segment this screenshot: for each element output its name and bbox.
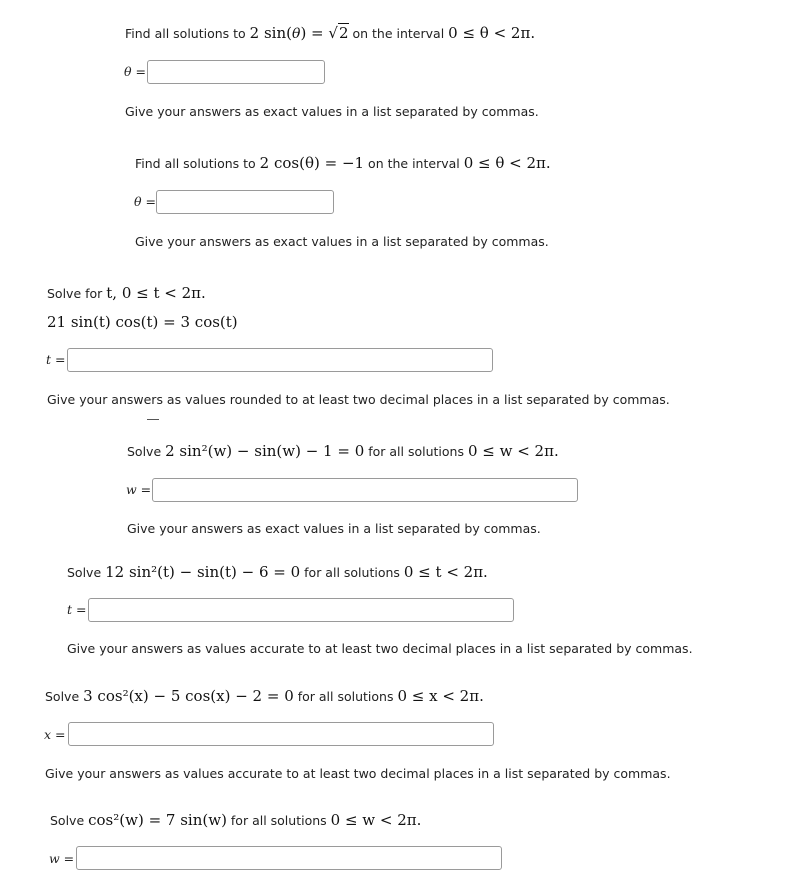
q5-prompt	[67, 563, 488, 581]
q1-prompt	[125, 24, 535, 42]
q6-answer-input[interactable]	[68, 722, 494, 746]
q2-equation: 2 cos(θ) = −1	[259, 154, 365, 172]
q7-answer-input[interactable]	[76, 846, 502, 870]
q7-prompt	[50, 811, 421, 829]
q2-instruction: Give your answers as exact values in a list separated by commas.	[135, 234, 549, 249]
q2-suffix: on the interval	[364, 156, 464, 171]
q5-equation: 12 sin²(t) − sin(t) − 6 = 0	[105, 563, 301, 581]
q4-answer-input[interactable]	[152, 478, 578, 502]
q6-prefix: Solve	[45, 689, 84, 704]
q2-prefix: Find all solutions to	[135, 156, 260, 171]
separator-dash	[147, 419, 159, 420]
q1-prefix: Find all solutions to	[125, 26, 250, 41]
q3-prefix: Solve for	[47, 286, 107, 301]
q1-eq-b: ) = √	[300, 24, 338, 42]
q1-instruction: Give your answers as exact values in a list separated by commas.	[125, 104, 539, 119]
q7-equation: cos²(w) = 7 sin(w)	[88, 811, 227, 829]
q1-equation	[250, 24, 349, 42]
q4-prompt	[127, 442, 559, 460]
q2-var-label: θ =	[134, 194, 156, 209]
q1-eq-var: θ	[292, 26, 301, 42]
q2-prompt	[135, 154, 551, 172]
q5-interval: 0 ≤ t < 2π.	[403, 563, 488, 581]
q4-equation: 2 sin²(w) − sin(w) − 1 = 0	[165, 442, 365, 460]
q5-suffix: for all solutions	[300, 565, 404, 580]
q1-sqrt-arg: 2	[338, 24, 349, 42]
q3-interval: t, 0 ≤ t < 2π.	[106, 284, 206, 302]
q6-equation: 3 cos²(x) − 5 cos(x) − 2 = 0	[83, 687, 294, 705]
q1-interval: 0 ≤ θ < 2π.	[448, 24, 536, 42]
q6-instruction: Give your answers as values accurate to at least two decimal places in a list separated by commas.	[45, 766, 671, 781]
q7-suffix: for all solutions	[226, 813, 331, 828]
q5-prefix: Solve	[67, 565, 106, 580]
q3-var-label: t =	[46, 352, 66, 367]
q1-suffix: on the interval	[348, 26, 449, 41]
q3-instruction: Give your answers as values rounded to at least two decimal places in a list separated by commas.	[47, 392, 670, 407]
q4-suffix: for all solutions	[364, 444, 468, 459]
q2-answer-input[interactable]	[156, 190, 334, 214]
q7-var-label: w =	[49, 851, 75, 866]
q4-var-label: w =	[126, 482, 152, 497]
q5-instruction: Give your answers as values accurate to at least two decimal places in a list separated by commas.	[67, 641, 693, 656]
q1-var-label: θ =	[124, 64, 146, 79]
q5-answer-input[interactable]	[88, 598, 514, 622]
q1-answer-input[interactable]	[147, 60, 325, 84]
q6-prompt	[45, 687, 484, 705]
q7-prefix: Solve	[50, 813, 89, 828]
q4-prefix: Solve	[127, 444, 166, 459]
q3-answer-input[interactable]	[67, 348, 493, 372]
q6-var-label: x =	[44, 727, 66, 742]
q7-interval: 0 ≤ w < 2π.	[330, 811, 422, 829]
q2-interval: 0 ≤ θ < 2π.	[463, 154, 551, 172]
q3-prompt	[47, 284, 206, 302]
q4-instruction: Give your answers as exact values in a list separated by commas.	[127, 521, 541, 536]
q6-interval: 0 ≤ x < 2π.	[397, 687, 484, 705]
q3-equation: 21 sin(t) cos(t) = 3 cos(t)	[47, 313, 238, 331]
q4-interval: 0 ≤ w < 2π.	[467, 442, 559, 460]
q6-suffix: for all solutions	[293, 689, 398, 704]
q1-eq-a: 2 sin(	[249, 24, 292, 42]
q5-var-label: t =	[67, 602, 87, 617]
